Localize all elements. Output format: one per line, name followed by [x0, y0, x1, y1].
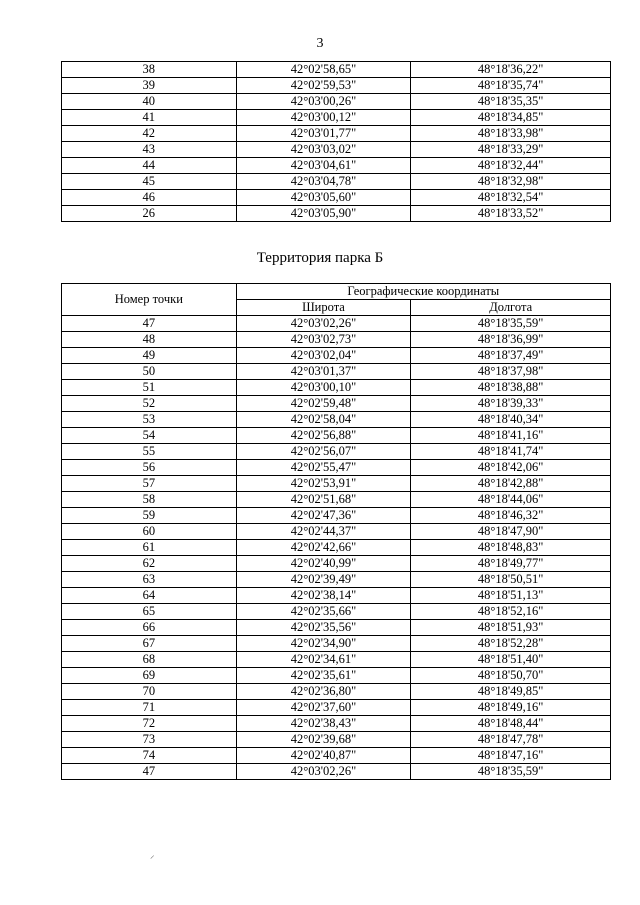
table-row [62, 508, 611, 524]
table-row [62, 126, 611, 142]
longitude-cell: 48°18'50,51" [411, 572, 611, 588]
table-row [62, 174, 611, 190]
point-number-cell: 49 [62, 348, 237, 364]
latitude-cell: 42°03'01,37" [236, 364, 411, 380]
table-row [62, 94, 611, 110]
longitude-cell: 48°18'37,98" [411, 364, 611, 380]
longitude-cell: 48°18'35,35" [411, 94, 611, 110]
latitude-cell: 42°02'47,36" [236, 508, 411, 524]
point-number-cell: 46 [62, 190, 237, 206]
latitude-cell: 42°03'02,26" [236, 316, 411, 332]
table-row [62, 476, 611, 492]
longitude-cell: 48°18'32,98" [411, 174, 611, 190]
table-row [62, 572, 611, 588]
table-row [62, 620, 611, 636]
latitude-header: Широта [236, 300, 411, 316]
table-header [62, 284, 611, 316]
table-row [62, 636, 611, 652]
longitude-cell: 48°18'49,85" [411, 684, 611, 700]
point-number-cell: 62 [62, 556, 237, 572]
point-number-cell: 55 [62, 444, 237, 460]
table-row [62, 380, 611, 396]
table-row [62, 364, 611, 380]
point-number-cell: 60 [62, 524, 237, 540]
table-row [62, 732, 611, 748]
longitude-cell: 48°18'49,16" [411, 700, 611, 716]
latitude-cell: 42°03'05,90" [236, 206, 411, 222]
latitude-cell: 42°02'40,99" [236, 556, 411, 572]
table-row [62, 428, 611, 444]
latitude-cell: 42°03'02,26" [236, 764, 411, 780]
latitude-cell: 42°03'04,61" [236, 158, 411, 174]
latitude-cell: 42°02'39,68" [236, 732, 411, 748]
latitude-cell: 42°02'35,56" [236, 620, 411, 636]
point-number-cell: 64 [62, 588, 237, 604]
latitude-cell: 42°02'37,60" [236, 700, 411, 716]
latitude-cell: 42°02'59,48" [236, 396, 411, 412]
longitude-cell: 48°18'42,06" [411, 460, 611, 476]
point-number-cell: 38 [62, 62, 237, 78]
longitude-header: Долгота [411, 300, 611, 316]
longitude-cell: 48°18'41,16" [411, 428, 611, 444]
park-b-coordinates-table [61, 283, 611, 780]
point-number-cell: 42 [62, 126, 237, 142]
table-row [62, 316, 611, 332]
point-number-cell: 72 [62, 716, 237, 732]
longitude-cell: 48°18'44,06" [411, 492, 611, 508]
point-number-cell: 39 [62, 78, 237, 94]
point-number-cell: 56 [62, 460, 237, 476]
latitude-cell: 42°02'34,90" [236, 636, 411, 652]
longitude-cell: 48°18'33,29" [411, 142, 611, 158]
table-row [62, 412, 611, 428]
point-number-cell: 74 [62, 748, 237, 764]
point-number-cell: 63 [62, 572, 237, 588]
page-number: 3 [316, 36, 324, 51]
table-row [62, 62, 611, 78]
longitude-cell: 48°18'34,85" [411, 110, 611, 126]
point-number-cell: 65 [62, 604, 237, 620]
longitude-cell: 48°18'36,99" [411, 332, 611, 348]
longitude-cell: 48°18'35,74" [411, 78, 611, 94]
point-number-cell: 45 [62, 174, 237, 190]
table-row [62, 524, 611, 540]
latitude-cell: 42°02'56,07" [236, 444, 411, 460]
table-row [62, 396, 611, 412]
section-title: Территория парка Б [256, 250, 384, 266]
coordinates-table-body [62, 316, 611, 780]
table-row [62, 716, 611, 732]
longitude-cell: 48°18'46,32" [411, 508, 611, 524]
latitude-cell: 42°02'34,61" [236, 652, 411, 668]
latitude-cell: 42°02'59,53" [236, 78, 411, 94]
latitude-cell: 42°03'00,10" [236, 380, 411, 396]
table-row [62, 700, 611, 716]
latitude-cell: 42°02'36,80" [236, 684, 411, 700]
longitude-cell: 48°18'47,16" [411, 748, 611, 764]
longitude-cell: 48°18'47,78" [411, 732, 611, 748]
longitude-cell: 48°18'52,28" [411, 636, 611, 652]
point-number-header: Номер точки [62, 284, 237, 316]
point-number-cell: 58 [62, 492, 237, 508]
table-row [62, 78, 611, 94]
longitude-cell: 48°18'33,52" [411, 206, 611, 222]
table-row [62, 190, 611, 206]
point-number-cell: 47 [62, 764, 237, 780]
table-row [62, 604, 611, 620]
latitude-cell: 42°02'44,37" [236, 524, 411, 540]
point-number-cell: 57 [62, 476, 237, 492]
latitude-cell: 42°02'58,04" [236, 412, 411, 428]
table-row [62, 556, 611, 572]
point-number-cell: 47 [62, 316, 237, 332]
point-number-cell: 54 [62, 428, 237, 444]
longitude-cell: 48°18'42,88" [411, 476, 611, 492]
table-row [62, 540, 611, 556]
latitude-cell: 42°02'56,88" [236, 428, 411, 444]
point-number-cell: 51 [62, 380, 237, 396]
table-row [62, 764, 611, 780]
longitude-cell: 48°18'37,49" [411, 348, 611, 364]
table-row [62, 652, 611, 668]
coordinates-table-continued [61, 61, 611, 222]
longitude-cell: 48°18'35,59" [411, 764, 611, 780]
latitude-cell: 42°03'02,04" [236, 348, 411, 364]
geo-coordinates-header: Географические координаты [236, 284, 610, 300]
point-number-cell: 50 [62, 364, 237, 380]
latitude-cell: 42°03'03,02" [236, 142, 411, 158]
table-row [62, 158, 611, 174]
longitude-cell: 48°18'40,34" [411, 412, 611, 428]
longitude-cell: 48°18'51,93" [411, 620, 611, 636]
point-number-cell: 71 [62, 700, 237, 716]
latitude-cell: 42°02'35,66" [236, 604, 411, 620]
latitude-cell: 42°03'00,26" [236, 94, 411, 110]
point-number-cell: 61 [62, 540, 237, 556]
longitude-cell: 48°18'47,90" [411, 524, 611, 540]
latitude-cell: 42°02'38,14" [236, 588, 411, 604]
coordinates-table-body [62, 62, 611, 222]
longitude-cell: 48°18'49,77" [411, 556, 611, 572]
point-number-cell: 68 [62, 652, 237, 668]
latitude-cell: 42°02'58,65" [236, 62, 411, 78]
point-number-cell: 53 [62, 412, 237, 428]
longitude-cell: 48°18'38,88" [411, 380, 611, 396]
table-row [62, 206, 611, 222]
latitude-cell: 42°02'53,91" [236, 476, 411, 492]
table-row [62, 668, 611, 684]
longitude-cell: 48°18'51,13" [411, 588, 611, 604]
longitude-cell: 48°18'32,54" [411, 190, 611, 206]
point-number-cell: 66 [62, 620, 237, 636]
scan-mark: ⸝ [150, 850, 155, 860]
latitude-cell: 42°02'55,47" [236, 460, 411, 476]
longitude-cell: 48°18'39,33" [411, 396, 611, 412]
longitude-cell: 48°18'36,22" [411, 62, 611, 78]
table-row [62, 460, 611, 476]
latitude-cell: 42°02'39,49" [236, 572, 411, 588]
table-row [62, 588, 611, 604]
table-row [62, 444, 611, 460]
latitude-cell: 42°02'42,66" [236, 540, 411, 556]
longitude-cell: 48°18'51,40" [411, 652, 611, 668]
longitude-cell: 48°18'52,16" [411, 604, 611, 620]
point-number-cell: 43 [62, 142, 237, 158]
point-number-cell: 67 [62, 636, 237, 652]
point-number-cell: 73 [62, 732, 237, 748]
longitude-cell: 48°18'50,70" [411, 668, 611, 684]
point-number-cell: 69 [62, 668, 237, 684]
point-number-cell: 40 [62, 94, 237, 110]
point-number-cell: 59 [62, 508, 237, 524]
point-number-cell: 44 [62, 158, 237, 174]
table-row [62, 492, 611, 508]
latitude-cell: 42°02'40,87" [236, 748, 411, 764]
table-row [62, 748, 611, 764]
latitude-cell: 42°02'35,61" [236, 668, 411, 684]
latitude-cell: 42°03'04,78" [236, 174, 411, 190]
longitude-cell: 48°18'33,98" [411, 126, 611, 142]
latitude-cell: 42°03'01,77" [236, 126, 411, 142]
longitude-cell: 48°18'32,44" [411, 158, 611, 174]
table-row [62, 142, 611, 158]
latitude-cell: 42°02'38,43" [236, 716, 411, 732]
table-row [62, 110, 611, 126]
latitude-cell: 42°03'05,60" [236, 190, 411, 206]
longitude-cell: 48°18'48,83" [411, 540, 611, 556]
latitude-cell: 42°03'00,12" [236, 110, 411, 126]
longitude-cell: 48°18'35,59" [411, 316, 611, 332]
longitude-cell: 48°18'41,74" [411, 444, 611, 460]
point-number-cell: 26 [62, 206, 237, 222]
table-row [62, 348, 611, 364]
point-number-cell: 70 [62, 684, 237, 700]
table-row [62, 684, 611, 700]
table-row [62, 332, 611, 348]
point-number-cell: 52 [62, 396, 237, 412]
latitude-cell: 42°02'51,68" [236, 492, 411, 508]
latitude-cell: 42°03'02,73" [236, 332, 411, 348]
longitude-cell: 48°18'48,44" [411, 716, 611, 732]
point-number-cell: 41 [62, 110, 237, 126]
point-number-cell: 48 [62, 332, 237, 348]
